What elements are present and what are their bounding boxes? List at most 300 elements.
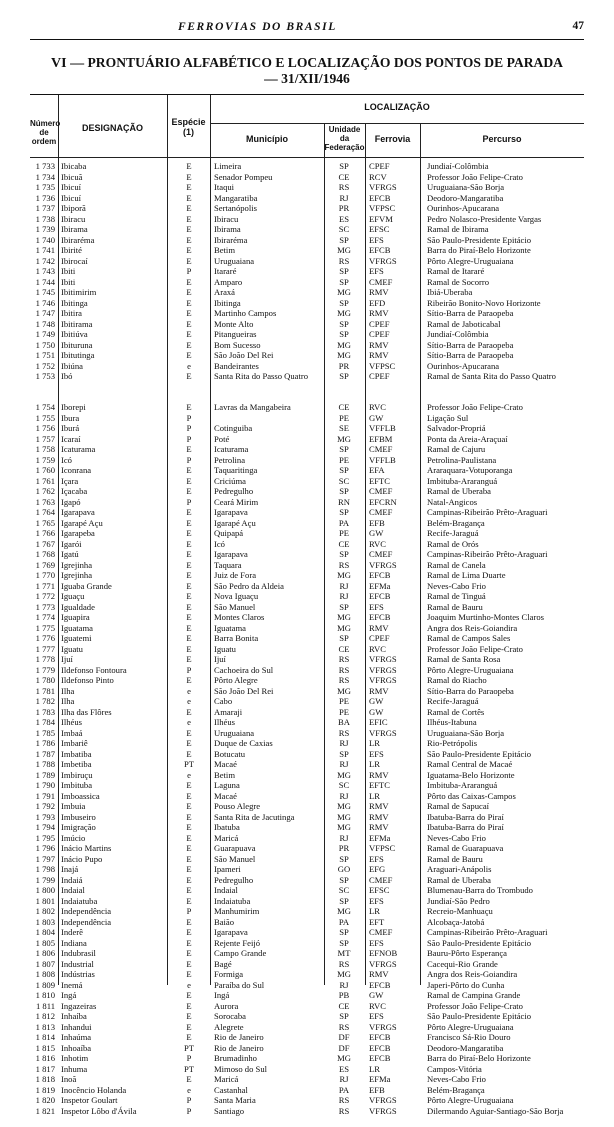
cell-federation-unit: SP: [339, 853, 349, 864]
header-divider: [210, 123, 584, 124]
cell-municipality: Senador Pompeu: [214, 171, 273, 182]
cell-federation-unit: MG: [337, 622, 351, 633]
cell-railway: EFT: [369, 916, 385, 927]
cell-order-number: 1 807: [35, 958, 55, 969]
cell-route: Professor João Felipe-Crato: [427, 643, 523, 654]
cell-species: E: [186, 885, 192, 895]
table-body: [30, 161, 584, 1127]
cell-species: E: [186, 1021, 192, 1032]
header-designacao: DESIGNAÇÃO: [81, 123, 143, 133]
cell-municipality: Betim: [214, 769, 236, 780]
cell-federation-unit: PE: [338, 706, 350, 717]
cell-railway: VFRGS: [369, 1105, 397, 1116]
cell-federation-unit: RJ: [339, 759, 349, 769]
cell-route: Pôrto Alegre-Uruguaiana: [427, 255, 514, 266]
cell-order-number: 1 819: [35, 1084, 55, 1095]
cell-designation: Ibiraréma: [61, 234, 95, 245]
cell-designation: Ibirocaí: [61, 255, 88, 266]
cell-designation: Iguatemi: [61, 633, 92, 643]
cell-designation: Içara: [61, 475, 79, 486]
table-row: [30, 654, 584, 665]
table-row: [30, 455, 584, 466]
table-row: [30, 728, 584, 739]
page-number: 47: [572, 20, 584, 32]
cell-designation: Inácio Pupo: [61, 853, 103, 864]
table-row: [30, 822, 584, 833]
cell-species: E: [186, 958, 192, 969]
table-row: [30, 843, 584, 854]
cell-federation-unit: PE: [338, 528, 350, 538]
cell-route: São Paulo-Presidente Epitácio: [427, 748, 532, 759]
cell-order-number: 1 805: [35, 937, 55, 948]
cell-federation-unit: CE: [338, 643, 350, 654]
cell-order-number: 1 817: [35, 1063, 55, 1074]
cell-designation: Ibitira: [61, 308, 82, 318]
cell-order-number: 1 820: [35, 1095, 55, 1105]
cell-route: Neves-Cabo Frio: [427, 580, 486, 591]
table-row: [30, 854, 584, 865]
cell-route: Barra do Piraí-Belo Horizonte: [427, 245, 531, 255]
cell-order-number: 1 741: [35, 245, 55, 255]
cell-municipality: Barra Bonita: [214, 633, 259, 643]
cell-species: E: [186, 895, 192, 906]
cell-municipality: Indaial: [214, 885, 238, 895]
table-row: [30, 444, 584, 455]
cell-species: PT: [183, 1063, 195, 1074]
cell-designation: Inderê: [61, 927, 83, 937]
cell-route: Ramal de Santa Rita do Passo Quatro: [427, 371, 556, 381]
cell-municipality: Pôrto Alegre: [214, 675, 258, 685]
table-row: [30, 423, 584, 434]
cell-species: P: [186, 266, 192, 276]
cell-municipality: Rio de Janeiro: [214, 1032, 264, 1042]
cell-municipality: Maricá: [214, 832, 239, 843]
cell-designation: Ibiporã: [61, 203, 86, 213]
cell-municipality: Montes Claros: [214, 612, 265, 622]
cell-order-number: 1 788: [35, 759, 55, 769]
table-row: [30, 182, 584, 193]
header-bottom-rule: [30, 157, 584, 158]
cell-route: Ramal de Jaboticabal: [427, 318, 501, 329]
cell-species: E: [186, 748, 192, 759]
cell-railway: VFRGS: [369, 727, 397, 738]
cell-federation-unit: MT: [337, 948, 351, 958]
cell-federation-unit: MG: [337, 287, 351, 297]
cell-order-number: 1 761: [35, 475, 55, 486]
cell-species: E: [186, 329, 192, 339]
cell-route: Ramal de Orós: [427, 538, 479, 549]
cell-municipality: Paraíba do Sul: [214, 979, 265, 990]
cell-railway: EFMa: [369, 580, 391, 591]
cell-species: e: [187, 769, 191, 780]
cell-designation: Ibiúna: [61, 360, 83, 371]
cell-railway: EFCB: [369, 979, 391, 990]
cell-railway: RMV: [369, 339, 389, 350]
cell-order-number: 1 778: [35, 654, 55, 664]
cell-railway: RMV: [369, 622, 389, 633]
cell-route: Angra dos Reis-Goiandira: [427, 969, 518, 979]
table-row: [30, 938, 584, 949]
cell-designation: Inhaíba: [61, 1011, 87, 1021]
cell-federation-unit: SP: [339, 507, 349, 517]
cell-federation-unit: MG: [337, 822, 351, 832]
cell-municipality: Igarapava: [214, 927, 248, 937]
cell-species: E: [186, 276, 192, 287]
table-row: [30, 1022, 584, 1033]
cell-municipality: Taquara: [214, 559, 242, 570]
cell-route: Ramal de Canela: [427, 559, 486, 570]
table-row: [30, 864, 584, 875]
cell-species: E: [186, 948, 192, 958]
cell-municipality: Uruguaiana: [214, 255, 255, 266]
cell-municipality: Duque de Caxias: [214, 738, 273, 748]
cell-order-number: 1 735: [35, 182, 55, 192]
cell-designation: Ibicaba: [61, 161, 87, 171]
cell-designation: Ibó: [61, 371, 73, 381]
cell-federation-unit: SP: [339, 297, 349, 308]
table-row: [30, 675, 584, 686]
cell-federation-unit: MG: [337, 685, 351, 696]
cell-designation: Igrejinha: [61, 570, 93, 580]
cell-designation: Imbatiba: [61, 748, 92, 759]
cell-species: P: [186, 906, 192, 916]
cell-species: e: [187, 717, 191, 727]
cell-railway: EFCRN: [369, 496, 397, 507]
cell-route: Ramal de Lima Duarte: [427, 570, 506, 580]
cell-species: E: [186, 213, 192, 224]
cell-railway: EFS: [369, 937, 384, 948]
cell-railway: GW: [369, 696, 384, 706]
cell-species: E: [186, 832, 192, 843]
cell-designation: Independência: [61, 916, 112, 927]
cell-railway: LR: [369, 759, 380, 769]
cell-designation: Imigração: [61, 822, 96, 832]
cell-species: E: [186, 969, 192, 979]
cell-species: e: [187, 1084, 191, 1095]
cell-designation: Inhoaíba: [61, 1042, 92, 1053]
cell-species: E: [186, 654, 192, 664]
cell-railway: RMV: [369, 308, 389, 318]
cell-municipality: Bagé: [214, 958, 232, 969]
cell-federation-unit: RS: [338, 559, 350, 570]
cell-designation: Iconrana: [61, 465, 92, 475]
cell-order-number: 1 798: [35, 864, 55, 874]
title-line-1: PRONTUÁRIO ALFABÉTICO E LOCALIZAÇÃO DOS PONTOS DE PARADA: [87, 55, 563, 70]
cell-species: E: [186, 591, 192, 601]
cell-species: E: [186, 811, 192, 822]
table-row: [30, 749, 584, 760]
cell-railway: VFFLB: [369, 454, 396, 465]
cell-route: Jundiaí-Colômbia: [427, 161, 489, 171]
cell-federation-unit: BA: [338, 717, 350, 727]
cell-designation: Ibura: [61, 412, 80, 423]
cell-railway: VFRGS: [369, 958, 397, 969]
cell-species: E: [186, 318, 192, 329]
cell-species: E: [186, 1000, 192, 1011]
cell-designation: Iguapira: [61, 612, 90, 622]
cell-species: P: [186, 1053, 192, 1063]
cell-designation: Ildefonso Fontoura: [61, 664, 127, 675]
cell-railway: EFCB: [369, 1053, 391, 1063]
cell-order-number: 1 745: [35, 287, 55, 297]
cell-railway: EFS: [369, 1011, 384, 1021]
cell-route: Natal-Angicos: [427, 496, 478, 507]
table-row: [30, 1001, 584, 1012]
cell-species: E: [186, 161, 192, 171]
cell-order-number: 1 791: [35, 790, 55, 801]
cell-route: Ramal do Riacho: [427, 675, 487, 685]
cell-federation-unit: RS: [338, 1021, 350, 1032]
cell-municipality: Itararé: [214, 266, 237, 276]
cell-federation-unit: SP: [339, 633, 349, 643]
cell-designation: Ibituruna: [61, 339, 93, 350]
cell-railway: RMV: [369, 287, 389, 297]
cell-order-number: 1 756: [35, 423, 55, 433]
cell-route: Ibatuba-Barra do Piraí: [427, 811, 504, 822]
cell-order-number: 1 780: [35, 675, 55, 685]
cell-federation-unit: MG: [337, 350, 351, 360]
cell-municipality: Laguna: [214, 780, 240, 790]
cell-municipality: Cabo: [214, 696, 233, 706]
cell-railway: CPEF: [369, 329, 390, 339]
cell-railway: EFB: [369, 517, 385, 528]
cell-route: Campinas-Ribeirão Prêto-Araguari: [427, 549, 548, 559]
cell-federation-unit: MG: [337, 612, 351, 622]
cell-order-number: 1 777: [35, 643, 55, 654]
cell-railway: CMEF: [369, 276, 393, 287]
cell-order-number: 1 755: [35, 412, 55, 423]
cell-designation: Iguatu: [61, 643, 83, 654]
cell-federation-unit: RS: [338, 958, 350, 969]
cell-federation-unit: ES: [338, 213, 350, 224]
cell-municipality: Criciúma: [214, 475, 246, 486]
table-row: [30, 287, 584, 298]
table-row: [30, 686, 584, 697]
table-row: [30, 812, 584, 823]
cell-federation-unit: SE: [338, 423, 350, 433]
table-row: [30, 665, 584, 676]
cell-order-number: 1 821: [35, 1105, 55, 1116]
cell-species: E: [186, 528, 192, 538]
cell-order-number: 1 797: [35, 853, 55, 864]
cell-municipality: Formiga: [214, 969, 244, 979]
cell-designation: Inhuma: [61, 1063, 88, 1074]
table-row: [30, 1095, 584, 1106]
table-row: [30, 224, 584, 235]
table-row: [30, 696, 584, 707]
cell-route: Cacequi-Rio Grande: [427, 958, 498, 969]
cell-railway: VFPSC: [369, 203, 396, 213]
cell-route: Francisco Sá-Rio Douro: [427, 1032, 511, 1042]
cell-designation: Ijuí: [61, 654, 73, 664]
cell-route: Professor João Felipe-Crato: [427, 402, 523, 412]
cell-railway: GW: [369, 412, 384, 423]
cell-railway: VFRGS: [369, 559, 397, 570]
cell-railway: RMV: [369, 350, 389, 360]
table-row: [30, 581, 584, 592]
table-row: [30, 528, 584, 539]
cell-railway: EFCB: [369, 570, 391, 580]
cell-designation: Igarapé Açu: [61, 517, 103, 528]
cell-designation: Inajá: [61, 864, 79, 874]
cell-designation: Ibiracu: [61, 213, 86, 224]
table-row: [30, 801, 584, 812]
cell-route: Blumenau-Barra do Trombudo: [427, 885, 533, 895]
cell-designation: Ibirité: [61, 245, 82, 255]
cell-order-number: 1 750: [35, 339, 55, 350]
cell-route: Pôrto Alegre-Uruguaiana: [427, 1095, 514, 1105]
cell-municipality: Sorocaba: [214, 1011, 246, 1021]
cell-order-number: 1 775: [35, 622, 55, 633]
cell-species: PT: [183, 759, 195, 769]
table-row: [30, 465, 584, 476]
cell-federation-unit: RS: [338, 654, 350, 664]
table-row: [30, 644, 584, 655]
cell-municipality: Limeira: [214, 161, 242, 171]
cell-route: Neves-Cabo Frio: [427, 1074, 486, 1084]
cell-order-number: 1 740: [35, 234, 55, 245]
table-row: [30, 266, 584, 277]
cell-federation-unit: SC: [338, 780, 350, 790]
cell-route: Professor João Felipe-Crato: [427, 1000, 523, 1011]
cell-municipality: Ibiraréma: [214, 234, 248, 245]
cell-railway: CPEF: [369, 161, 390, 171]
cell-railway: RMV: [369, 811, 389, 822]
cell-federation-unit: SP: [339, 874, 349, 885]
cell-species: e: [187, 685, 191, 696]
cell-railway: EFNOB: [369, 948, 398, 958]
cell-federation-unit: SP: [339, 927, 349, 937]
header-uf: Unidade da Federação: [324, 125, 365, 152]
cell-federation-unit: RJ: [339, 738, 349, 748]
cell-route: Barra do Piraí-Belo Horizonte: [427, 1053, 531, 1063]
cell-species: E: [186, 444, 192, 454]
cell-railway: RVC: [369, 1000, 386, 1011]
cell-federation-unit: MG: [337, 245, 351, 255]
cell-municipality: Manhumirim: [214, 906, 260, 916]
cell-order-number: 1 803: [35, 916, 55, 927]
cell-municipality: Santa Maria: [214, 1095, 256, 1105]
table-row: [30, 214, 584, 225]
cell-species: P: [186, 1095, 192, 1105]
cell-railway: EFB: [369, 1084, 385, 1095]
cell-designation: Ibicuã: [61, 171, 83, 182]
cell-designation: Ibitiúva: [61, 329, 88, 339]
cell-species: E: [186, 612, 192, 622]
cell-order-number: 1 754: [35, 402, 55, 412]
cell-railway: VFRGS: [369, 255, 397, 266]
cell-municipality: Brumadinho: [214, 1053, 257, 1063]
header-municipio: Município: [246, 134, 288, 144]
cell-route: Ribeirão Bonito-Novo Horizonte: [427, 297, 541, 308]
cell-designation: Iborepi: [61, 402, 86, 412]
cell-species: E: [186, 822, 192, 832]
cell-route: Neves-Cabo Frio: [427, 832, 486, 843]
cell-railway: CPEF: [369, 318, 390, 329]
cell-federation-unit: RJ: [339, 580, 349, 591]
cell-designation: Indubrasil: [61, 948, 96, 958]
header-ferrovia: Ferrovia: [374, 134, 411, 144]
cell-federation-unit: PR: [338, 203, 350, 213]
cell-municipality: Lavras da Mangabeira: [214, 402, 291, 412]
table-row: [30, 1032, 584, 1043]
cell-municipality: Amparo: [214, 276, 243, 287]
cell-route: Araraquara-Votuporanga: [427, 465, 513, 475]
table-row: [30, 969, 584, 980]
table-row: [30, 1074, 584, 1085]
cell-municipality: Pitangueiras: [214, 329, 257, 339]
cell-municipality: Monte Alto: [214, 318, 254, 329]
cell-designation: Independência: [61, 906, 112, 916]
cell-species: E: [186, 570, 192, 580]
cell-federation-unit: MG: [337, 906, 351, 916]
cell-species: E: [186, 675, 192, 685]
cell-municipality: Pedregulho: [214, 486, 254, 496]
cell-order-number: 1 781: [35, 685, 55, 696]
cell-railway: LR: [369, 738, 380, 748]
cell-railway: RMV: [369, 685, 389, 696]
cell-order-number: 1 767: [35, 538, 55, 549]
cell-species: E: [186, 790, 192, 801]
cell-order-number: 1 776: [35, 633, 55, 643]
cell-order-number: 1 787: [35, 748, 55, 759]
table-row: [30, 497, 584, 508]
cell-route: Recife-Jaraguá: [427, 528, 479, 538]
cell-route: Deodoro-Mangaratiba: [427, 192, 504, 203]
cell-route: Ibiá-Uberaba: [427, 287, 473, 297]
cell-federation-unit: SP: [339, 486, 349, 496]
cell-federation-unit: RS: [338, 255, 350, 266]
header-percurso: Percurso: [482, 134, 522, 144]
cell-order-number: 1 766: [35, 528, 55, 538]
cell-municipality: Cotinguiba: [214, 423, 253, 433]
cell-railway: GW: [369, 990, 384, 1000]
cell-railway: EFA: [369, 465, 385, 475]
table-row: [30, 917, 584, 928]
cell-species: E: [186, 601, 192, 612]
cell-order-number: 1 816: [35, 1053, 55, 1063]
cell-municipality: São Manuel: [214, 853, 256, 864]
cell-route: Ramal de Campina Grande: [427, 990, 521, 1000]
cell-designation: Ibitutinga: [61, 350, 95, 360]
cell-federation-unit: PA: [338, 916, 350, 927]
cell-route: Bauru-Pôrto Esperança: [427, 948, 507, 958]
cell-railway: RMV: [369, 969, 389, 979]
cell-order-number: 1 739: [35, 224, 55, 234]
cell-railway: EFD: [369, 297, 386, 308]
cell-designation: Inspetor Lôbo d'Ávila: [61, 1105, 137, 1116]
cell-railway: CMEF: [369, 927, 393, 937]
cell-route: Imbituba-Araranguá: [427, 475, 498, 486]
cell-species: E: [186, 465, 192, 475]
cell-route: Campos-Vitória: [427, 1063, 482, 1074]
cell-railway: CMEF: [369, 444, 393, 454]
cell-order-number: 1 801: [35, 895, 55, 906]
cell-municipality: Cachoeira do Sul: [214, 664, 274, 675]
cell-species: E: [186, 727, 192, 738]
cell-order-number: 1 813: [35, 1021, 55, 1032]
cell-route: Ourinhos-Apucarana: [427, 203, 500, 213]
cell-species: e: [187, 696, 191, 706]
cell-municipality: Ibirama: [214, 224, 241, 234]
cell-species: E: [186, 643, 192, 654]
cell-railway: VFFLB: [369, 423, 396, 433]
table-row: [30, 402, 584, 413]
cell-order-number: 1 762: [35, 486, 55, 496]
cell-designation: Icó: [61, 454, 72, 465]
cell-railway: EFS: [369, 853, 384, 864]
cell-federation-unit: SP: [339, 444, 349, 454]
